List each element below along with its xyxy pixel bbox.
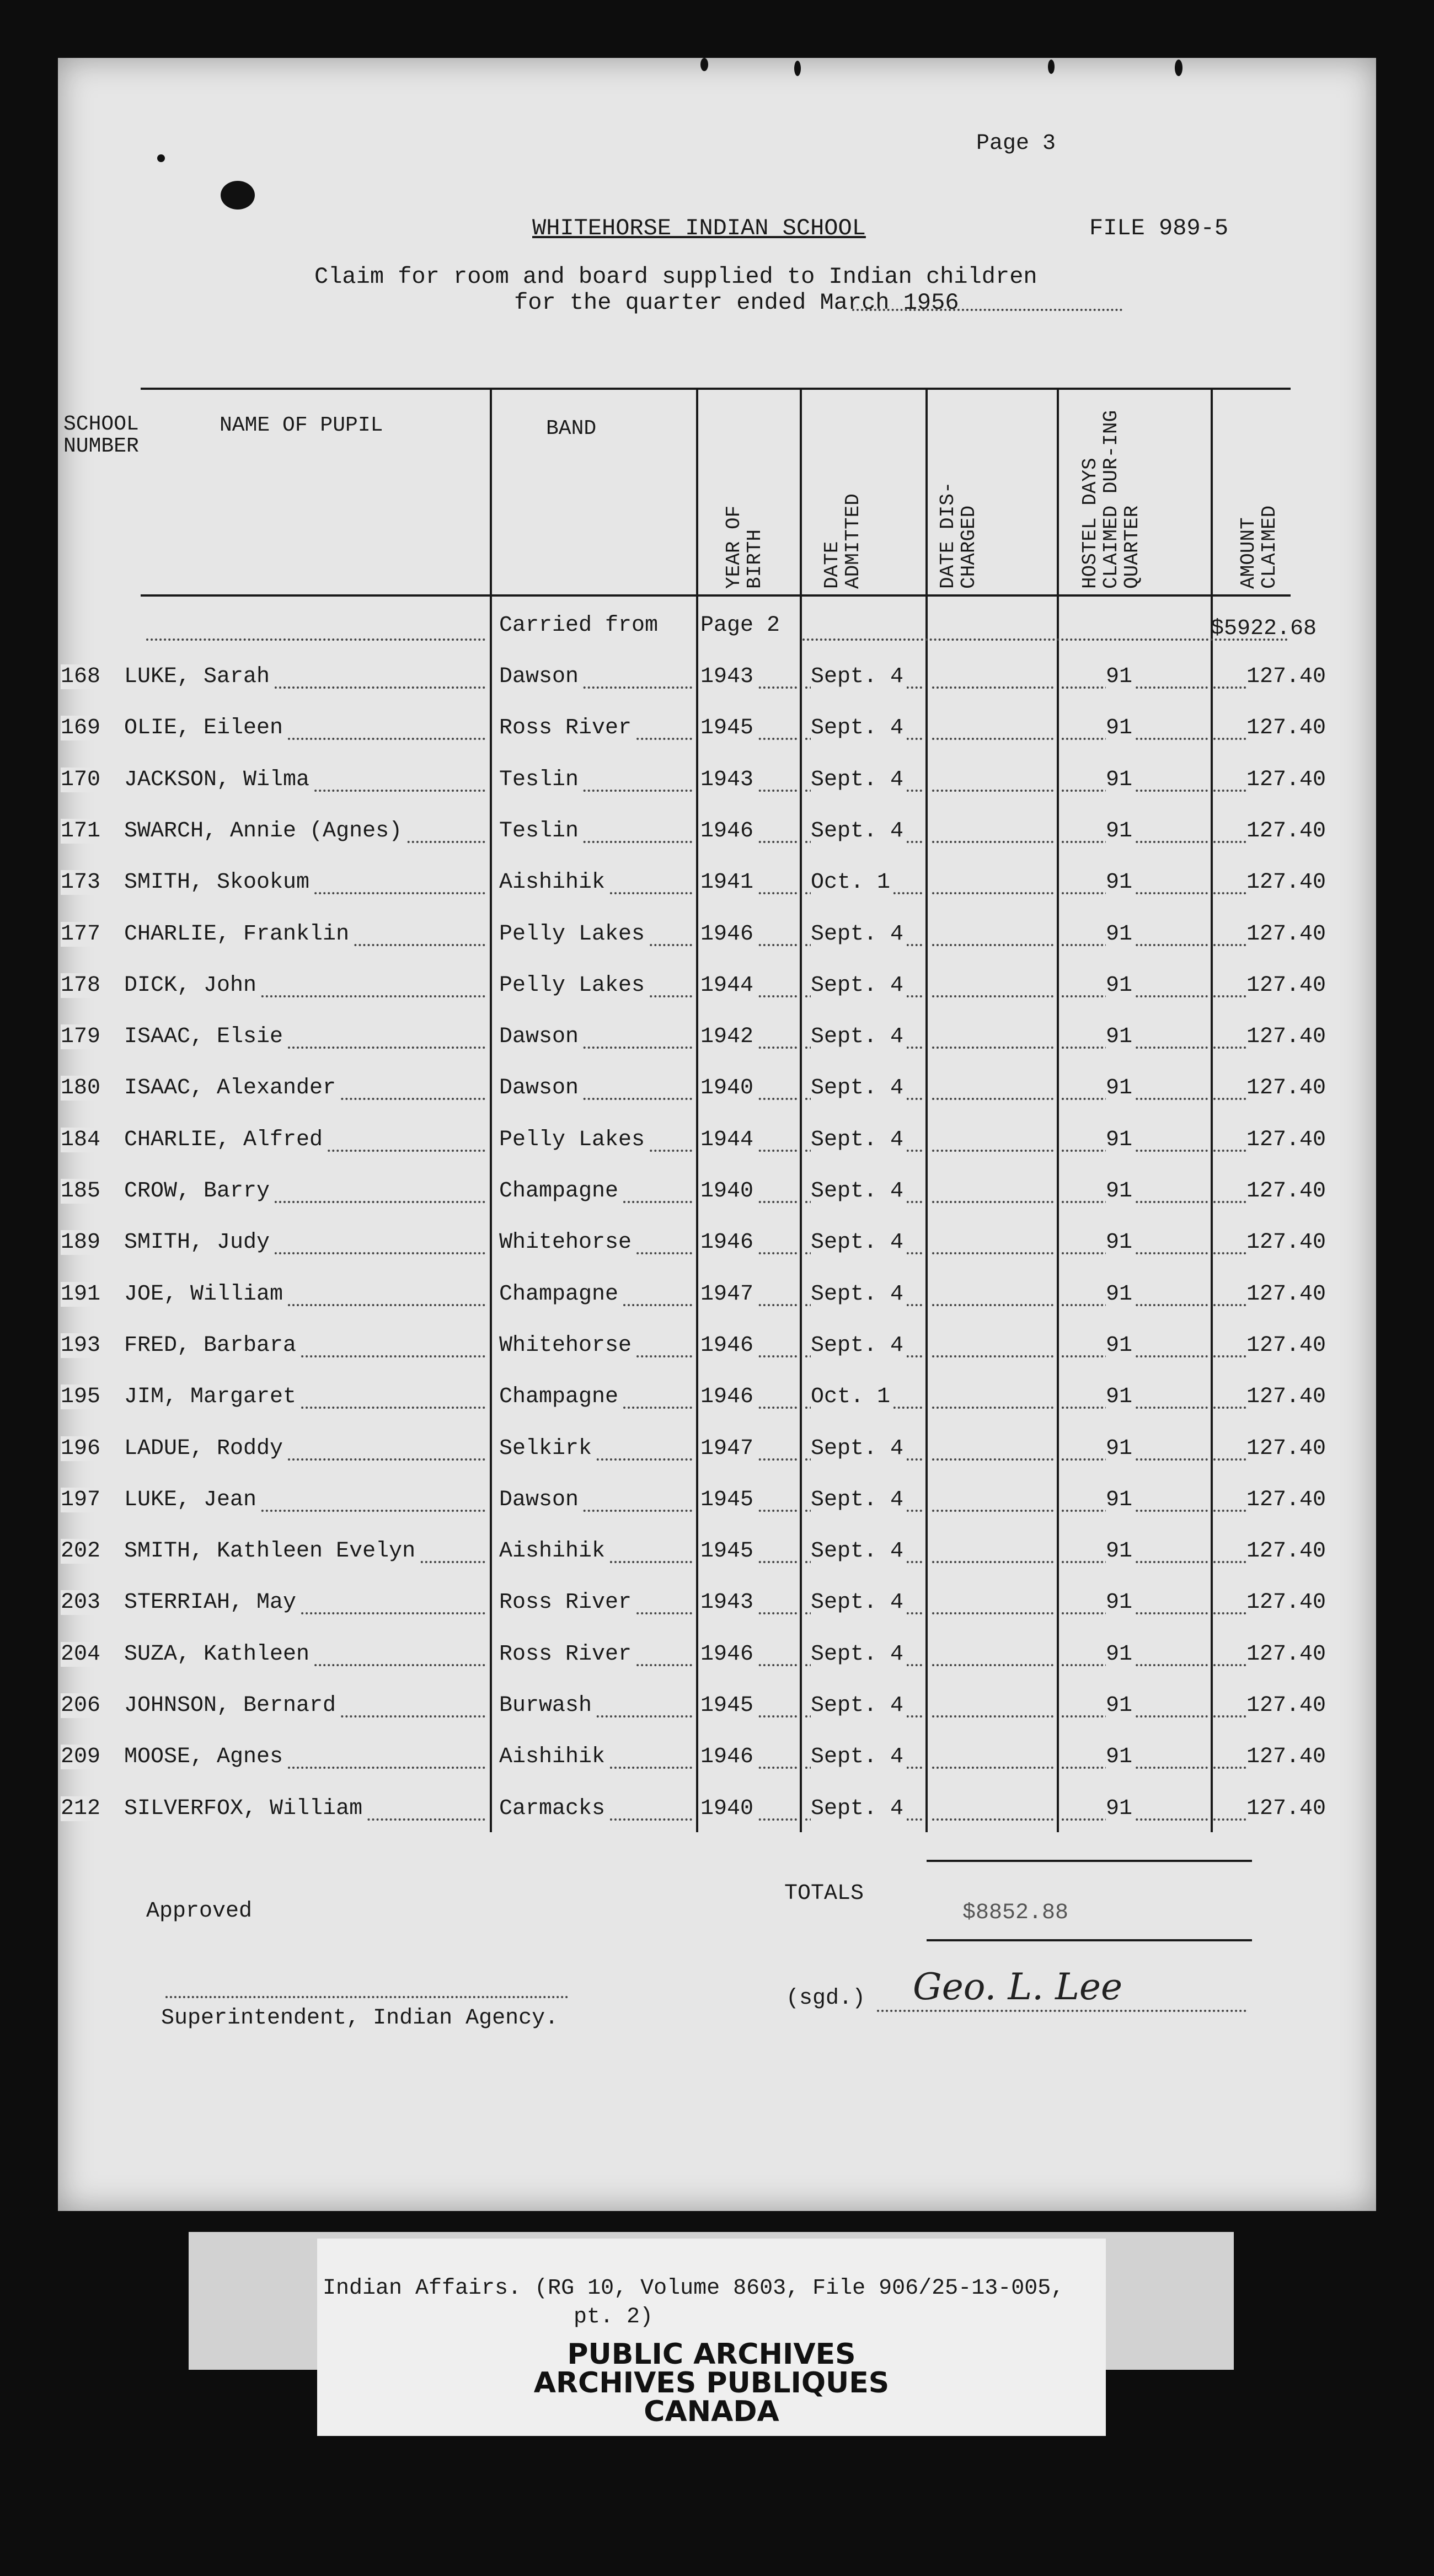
ink-smudge — [700, 58, 708, 71]
cell-year: 1943 — [700, 664, 757, 689]
leader-dots — [932, 738, 1053, 740]
leader-dots — [932, 1458, 1053, 1461]
cell-year: 1940 — [700, 1179, 757, 1204]
col-divider — [925, 388, 928, 1832]
leader-dots — [932, 1612, 1053, 1614]
cell-name: JOE, William — [124, 1282, 286, 1307]
cell-num: 189 — [61, 1230, 104, 1255]
cell-amount: 127.40 — [1246, 1024, 1329, 1049]
page-number: Page 3 — [976, 131, 1056, 156]
header-date-discharged: DATE DIS-CHARGED — [937, 481, 980, 589]
cell-name: STERRIAH, May — [124, 1590, 299, 1615]
totals-bottom-rule — [927, 1939, 1252, 1941]
cell-days: 91 — [1106, 870, 1136, 895]
leader-dots — [932, 1355, 1053, 1357]
cell-year: 1940 — [700, 1076, 757, 1101]
cell-admitted: Sept. 4 — [811, 1024, 907, 1049]
cell-amount: 127.40 — [1246, 1693, 1329, 1718]
cell-num: 193 — [61, 1333, 104, 1358]
cell-days: 91 — [1106, 1745, 1136, 1769]
cell-band: Champagne — [499, 1384, 622, 1409]
cell-admitted: Sept. 4 — [811, 1796, 907, 1821]
leader-dots — [932, 1046, 1053, 1049]
cell-name: OLIE, Eileen — [124, 716, 286, 740]
cell-days: 91 — [1106, 1796, 1136, 1821]
col-divider — [490, 388, 492, 1832]
cell-year: 1942 — [700, 1024, 757, 1049]
totals-label: TOTALS — [784, 1881, 864, 1906]
cell-num: 184 — [61, 1128, 104, 1152]
cell-admitted: Sept. 4 — [811, 1179, 907, 1204]
leader-dots — [932, 1252, 1053, 1254]
cell-days: 91 — [1106, 1333, 1136, 1358]
leader-dots — [932, 841, 1053, 843]
cell-band: Ross River — [499, 1642, 635, 1667]
cell-band: Champagne — [499, 1282, 622, 1307]
cell-band: Selkirk — [499, 1436, 595, 1461]
cell-admitted: Sept. 4 — [811, 819, 907, 844]
carried-dots — [146, 638, 485, 641]
cell-num: 202 — [61, 1539, 104, 1564]
cell-admitted: Sept. 4 — [811, 1642, 907, 1667]
leader-dots — [932, 1818, 1053, 1821]
cell-num: 180 — [61, 1076, 104, 1101]
cell-amount: 127.40 — [1246, 819, 1329, 844]
cell-num: 170 — [61, 768, 104, 792]
ink-smudge — [794, 61, 801, 76]
cell-name: LADUE, Roddy — [124, 1436, 286, 1461]
cell-year: 1946 — [700, 1230, 757, 1255]
cell-num: 212 — [61, 1796, 104, 1821]
signature-dots-left — [165, 1996, 568, 1998]
cell-admitted: Sept. 4 — [811, 716, 907, 740]
cell-admitted: Sept. 4 — [811, 1282, 907, 1307]
cell-admitted: Oct. 1 — [811, 870, 893, 895]
cell-year: 1945 — [700, 1488, 757, 1512]
cell-band: Champagne — [499, 1179, 622, 1204]
cell-num: 185 — [61, 1179, 104, 1204]
cell-year: 1941 — [700, 870, 757, 895]
cell-admitted: Sept. 4 — [811, 1488, 907, 1512]
school-title: WHITEHORSE INDIAN SCHOOL — [532, 215, 866, 242]
cell-name: JIM, Margaret — [124, 1384, 299, 1409]
cell-days: 91 — [1106, 1230, 1136, 1255]
leader-dots — [932, 892, 1053, 894]
cell-band: Pelly Lakes — [499, 973, 648, 998]
cell-year: 1947 — [700, 1282, 757, 1307]
cell-days: 91 — [1106, 1282, 1136, 1307]
cell-admitted: Sept. 4 — [811, 1590, 907, 1615]
cell-year: 1946 — [700, 922, 757, 947]
cell-band: Teslin — [499, 819, 582, 844]
cell-amount: 127.40 — [1246, 1796, 1329, 1821]
cell-amount: 127.40 — [1246, 1128, 1329, 1152]
cell-name: JACKSON, Wilma — [124, 768, 313, 792]
cell-num: 204 — [61, 1642, 104, 1667]
leader-dots — [932, 1098, 1053, 1100]
totals-top-rule — [927, 1860, 1252, 1862]
header-year-birth: YEAR OF BIRTH — [723, 505, 766, 589]
cell-num: 173 — [61, 870, 104, 895]
cell-amount: 127.40 — [1246, 1642, 1329, 1667]
cell-band: Aishihik — [499, 1745, 608, 1769]
cell-year: 1946 — [700, 1745, 757, 1769]
carried-page: Page 2 — [700, 613, 780, 638]
table-header-rule — [141, 594, 1291, 597]
cell-admitted: Oct. 1 — [811, 1384, 893, 1409]
cell-days: 91 — [1106, 1128, 1136, 1152]
cell-admitted: Sept. 4 — [811, 1076, 907, 1101]
cell-band: Ross River — [499, 716, 635, 740]
ink-smudge — [1048, 60, 1055, 74]
cell-band: Ross River — [499, 1590, 635, 1615]
archive-stamp-country: CANADA — [644, 2395, 779, 2428]
cell-days: 91 — [1106, 1076, 1136, 1101]
cell-year: 1943 — [700, 768, 757, 792]
cell-admitted: Sept. 4 — [811, 1539, 907, 1564]
table-top-rule — [141, 388, 1291, 390]
cell-amount: 127.40 — [1246, 1436, 1329, 1461]
cell-amount: 127.40 — [1246, 1384, 1329, 1409]
cell-name: CHARLIE, Alfred — [124, 1128, 326, 1152]
cell-days: 91 — [1106, 819, 1136, 844]
ink-smudge — [157, 154, 165, 162]
cell-band: Pelly Lakes — [499, 922, 648, 947]
cell-days: 91 — [1106, 922, 1136, 947]
signature-dots-right — [877, 2010, 1246, 2012]
col-divider — [1211, 388, 1213, 1832]
cell-days: 91 — [1106, 1488, 1136, 1512]
cell-num: 169 — [61, 716, 104, 740]
cell-name: DICK, John — [124, 973, 260, 998]
cell-days: 91 — [1106, 1693, 1136, 1718]
col-divider — [696, 388, 698, 1832]
leader-dots — [932, 790, 1053, 792]
header-hostel-days: HOSTEL DAYS CLAIMED DUR-ING QUARTER — [1079, 410, 1143, 589]
cell-num: 195 — [61, 1384, 104, 1409]
cell-admitted: Sept. 4 — [811, 768, 907, 792]
cell-band: Pelly Lakes — [499, 1128, 648, 1152]
cell-year: 1946 — [700, 1384, 757, 1409]
cell-name: SILVERFOX, William — [124, 1796, 366, 1821]
cell-year: 1947 — [700, 1436, 757, 1461]
leader-dots — [932, 1201, 1053, 1203]
cell-band: Dawson — [499, 1488, 582, 1512]
cell-amount: 127.40 — [1246, 1488, 1329, 1512]
cell-band: Burwash — [499, 1693, 595, 1718]
leader-dots — [932, 1715, 1053, 1718]
cell-band: Carmacks — [499, 1796, 608, 1821]
cell-name: CROW, Barry — [124, 1179, 273, 1204]
col-divider — [800, 388, 802, 1832]
cell-amount: 127.40 — [1246, 1179, 1329, 1204]
leader-dots — [932, 1510, 1053, 1512]
cell-days: 91 — [1106, 716, 1136, 740]
cell-num: 191 — [61, 1282, 104, 1307]
cell-admitted: Sept. 4 — [811, 1436, 907, 1461]
cell-amount: 127.40 — [1246, 922, 1329, 947]
superintendent-label: Superintendent, Indian Agency. — [161, 2006, 559, 2031]
cell-band: Aishihik — [499, 1539, 608, 1564]
cell-year: 1945 — [700, 1693, 757, 1718]
cell-num: 179 — [61, 1024, 104, 1049]
cell-admitted: Sept. 4 — [811, 1745, 907, 1769]
cell-year: 1943 — [700, 1590, 757, 1615]
cell-name: CHARLIE, Franklin — [124, 922, 352, 947]
header-name: NAME OF PUPIL — [220, 414, 383, 437]
cell-name: SMITH, Skookum — [124, 870, 313, 895]
cell-admitted: Sept. 4 — [811, 922, 907, 947]
cell-band: Dawson — [499, 1024, 582, 1049]
leader-dots — [932, 1150, 1053, 1152]
header-date-admitted: DATE ADMITTED — [821, 493, 864, 589]
carried-label: Carried from — [499, 613, 659, 638]
cell-admitted: Sept. 4 — [811, 664, 907, 689]
cell-amount: 127.40 — [1246, 664, 1329, 689]
cell-days: 91 — [1106, 1642, 1136, 1667]
ink-smudge — [221, 181, 255, 210]
cell-year: 1946 — [700, 1333, 757, 1358]
ink-smudge — [1175, 60, 1182, 76]
carried-amount: $5922.68 — [1211, 616, 1317, 641]
approved-label: Approved — [146, 1899, 253, 1924]
claim-line-2: for the quarter ended March 1956 — [514, 289, 959, 316]
quarter-dots — [852, 309, 1122, 311]
archive-reference-line1: Indian Affairs. (RG 10, Volume 8603, File 906/25-13-005, — [323, 2276, 1064, 2301]
cell-num: 209 — [61, 1745, 104, 1769]
leader-dots — [932, 995, 1053, 997]
cell-days: 91 — [1106, 1024, 1136, 1049]
cell-band: Dawson — [499, 664, 582, 689]
cell-name: SMITH, Judy — [124, 1230, 273, 1255]
cell-num: 171 — [61, 819, 104, 844]
cell-admitted: Sept. 4 — [811, 1230, 907, 1255]
cell-band: Teslin — [499, 768, 582, 792]
cell-year: 1945 — [700, 716, 757, 740]
cell-num: 168 — [61, 664, 104, 689]
cell-num: 196 — [61, 1436, 104, 1461]
cell-amount: 127.40 — [1246, 870, 1329, 895]
cell-amount: 127.40 — [1246, 1076, 1329, 1101]
col-divider — [1057, 388, 1059, 1832]
leader-dots — [932, 686, 1053, 689]
cell-admitted: Sept. 4 — [811, 1693, 907, 1718]
cell-name: JOHNSON, Bernard — [124, 1693, 339, 1718]
cell-admitted: Sept. 4 — [811, 1128, 907, 1152]
archive-stamp-fr: ARCHIVES PUBLIQUES — [533, 2366, 890, 2400]
cell-year: 1945 — [700, 1539, 757, 1564]
cell-days: 91 — [1106, 768, 1136, 792]
cell-admitted: Sept. 4 — [811, 973, 907, 998]
cell-days: 91 — [1106, 664, 1136, 689]
cell-days: 91 — [1106, 1436, 1136, 1461]
cell-name: FRED, Barbara — [124, 1333, 299, 1358]
cell-name: LUKE, Sarah — [124, 664, 273, 689]
file-number: FILE 989-5 — [1089, 215, 1229, 242]
cell-num: 206 — [61, 1693, 104, 1718]
cell-band: Dawson — [499, 1076, 582, 1101]
cell-name: SMITH, Kathleen Evelyn — [124, 1539, 419, 1564]
cell-amount: 127.40 — [1246, 768, 1329, 792]
header-school-number: SCHOOL NUMBER — [63, 412, 139, 458]
header-band: BAND — [546, 417, 597, 441]
cell-band: Whitehorse — [499, 1230, 635, 1255]
cell-num: 177 — [61, 922, 104, 947]
cell-admitted: Sept. 4 — [811, 1333, 907, 1358]
signed-label: (sgd.) — [786, 1986, 866, 2011]
cell-name: SUZA, Kathleen — [124, 1642, 313, 1667]
cell-num: 203 — [61, 1590, 104, 1615]
cell-num: 178 — [61, 973, 104, 998]
header-amount: AMOUNT CLAIMED — [1237, 505, 1281, 589]
leader-dots — [932, 1304, 1053, 1306]
cell-band: Aishihik — [499, 870, 608, 895]
archive-reference-line2: pt. 2) — [574, 2305, 654, 2330]
cell-amount: 127.40 — [1246, 1333, 1329, 1358]
cell-days: 91 — [1106, 973, 1136, 998]
cell-days: 91 — [1106, 1539, 1136, 1564]
cell-days: 91 — [1106, 1590, 1136, 1615]
totals-amount: $8852.88 — [962, 1901, 1069, 1925]
leader-dots — [932, 1767, 1053, 1769]
leader-dots — [932, 1664, 1053, 1666]
leader-dots — [932, 1561, 1053, 1563]
cell-amount: 127.40 — [1246, 716, 1329, 740]
carried-dots — [802, 638, 1288, 641]
cell-name: MOOSE, Agnes — [124, 1745, 286, 1769]
cell-year: 1946 — [700, 819, 757, 844]
cell-band: Whitehorse — [499, 1333, 635, 1358]
leader-dots — [932, 1407, 1053, 1409]
cell-amount: 127.40 — [1246, 1745, 1329, 1769]
cell-amount: 127.40 — [1246, 1539, 1329, 1564]
claim-line-1: Claim for room and board supplied to Indian children — [314, 264, 1037, 290]
cell-amount: 127.40 — [1246, 1230, 1329, 1255]
cell-name: ISAAC, Elsie — [124, 1024, 286, 1049]
cell-year: 1944 — [700, 973, 757, 998]
cell-year: 1944 — [700, 1128, 757, 1152]
cell-name: LUKE, Jean — [124, 1488, 260, 1512]
cell-name: ISAAC, Alexander — [124, 1076, 339, 1101]
cell-year: 1946 — [700, 1642, 757, 1667]
cell-year: 1940 — [700, 1796, 757, 1821]
leader-dots — [932, 944, 1053, 946]
signature: Geo. L. Lee — [913, 1966, 1123, 2008]
cell-days: 91 — [1106, 1179, 1136, 1204]
cell-days: 91 — [1106, 1384, 1136, 1409]
cell-amount: 127.40 — [1246, 1282, 1329, 1307]
cell-amount: 127.40 — [1246, 1590, 1329, 1615]
cell-amount: 127.40 — [1246, 973, 1329, 998]
cell-name: SWARCH, Annie (Agnes) — [124, 819, 405, 844]
cell-num: 197 — [61, 1488, 104, 1512]
archive-stamp-en: PUBLIC ARCHIVES — [567, 2338, 856, 2371]
